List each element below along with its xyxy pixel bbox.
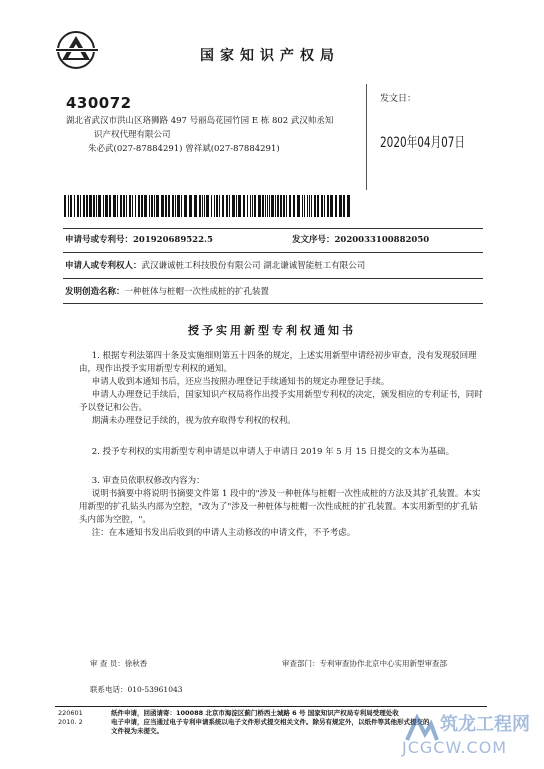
divider — [63, 303, 483, 304]
invention-row — [65, 285, 269, 297]
application-no: 201920689522.5 — [133, 235, 213, 245]
date-label: 发文日： — [380, 94, 417, 104]
section-1 — [79, 350, 489, 428]
barcode — [64, 195, 354, 217]
application-no-label: 申请号或专利号： — [65, 235, 134, 245]
recipient-address-line: 湖北省武汉市洪山区珞狮路 497 号丽岛花园竹园 E 栋 802 武汉帅丞知 — [66, 116, 334, 126]
section-2 — [79, 446, 489, 459]
form-code: 220601 — [58, 709, 83, 717]
applicant-row — [65, 259, 365, 271]
recipient-address-line: 识产权代理有限公司 — [94, 130, 171, 140]
recipient-contacts: 朱必武(027-87884291) 曾祥斌(027-87884291) — [88, 144, 280, 154]
section-3 — [79, 475, 489, 540]
contact-phone: 联系电话：010-53961043 — [90, 685, 183, 694]
paragraph: 用新型的扩孔钻头内部为空腔，"改为了"涉及一种桩体与桩帽一次性成桩的扩孔装置。本实用新型的扩孔钻 — [79, 502, 478, 512]
notice-title: 授予实用新型专利权通知书 — [188, 324, 356, 337]
issue-date: 2020年04月07日 — [380, 135, 465, 151]
applicant-label: 申请人或专利权人： — [65, 261, 142, 271]
paragraph: 头内部为空腔，"。 — [79, 515, 151, 525]
office-title: 国家知识产权局 — [200, 48, 340, 64]
electronic-submission-notice: 电子申请，应当通过电子专利申请系统以电子文件形式提交相关文件。除另有规定外，以纸件等其他形式提交的 — [111, 718, 430, 726]
paragraph: 由，现作出授予实用新型专利权的通知。 — [79, 364, 233, 374]
watermark-text: 筑龙工程网 — [440, 714, 530, 735]
note: 注：在本通知书发出后收到的申请人主动修改的申请文件，不予考虑。 — [91, 528, 356, 538]
paragraph: 2. 授予专利权的实用新型专利申请是以申请人于申请日 2019 年 5 月 15 日提交的文本为基础。 — [91, 447, 455, 457]
serial-no: 2020033100882050 — [334, 235, 430, 245]
invention-name: 一种桩体与桩帽一次性成桩的扩孔装置 — [124, 287, 270, 297]
paragraph: 3. 审查员依职权修改内容为： — [91, 476, 205, 486]
electronic-submission-notice: 文件视为未提交。 — [111, 727, 163, 735]
paper-submission-notice: 纸件申请，回函请寄：100088 北京市海淀区蓟门桥西土城路 6 号 国家知识产权局专利局受理处收 — [111, 709, 399, 717]
paragraph: 期满未办理登记手续的，视为放弃取得专利权的权利。 — [91, 416, 296, 426]
divider — [63, 252, 483, 253]
invention-label: 发明创造名称： — [65, 287, 125, 297]
serial-no-label: 发文序号： — [292, 235, 335, 245]
paragraph: 申请人收到本通知书后，还应当按照办理登记手续通知书的规定办理登记手续。 — [91, 377, 390, 387]
application-no-row — [65, 233, 213, 245]
divider — [63, 228, 483, 229]
paragraph: 予以登记和公告。 — [79, 403, 148, 413]
examination-department: 审查部门：专利审查协作北京中心实用新型审查部 — [282, 659, 447, 668]
applicants: 武汉谦诚桩工科技股份有限公司 湖北谦诚智能桩工有限公司 — [141, 261, 366, 271]
paragraph: 1. 根据专利法第四十条及实施细则第五十四条的规定，上述实用新型申请经初步审查，没有发现驳回理 — [91, 351, 477, 361]
divider — [63, 278, 483, 279]
serial-no-row — [292, 233, 429, 245]
examiner: 审 查 员：徐秋香 — [90, 659, 148, 668]
form-version: 2010. 2 — [58, 718, 83, 726]
cnipa-logo — [52, 28, 102, 72]
paragraph: 说明书摘要中将说明书摘要文件第 1 段中的"涉及一种桩体与桩帽一次性成桩的方法及其扩孔装置。本实 — [91, 489, 481, 499]
paragraph: 申请人办理登记手续后，国家知识产权局将作出授予实用新型专利权的决定，颁发相应的专利证书，同时 — [91, 390, 483, 400]
watermark-url: JCGCW.COM — [402, 738, 508, 757]
postal-code: 430072 — [66, 94, 132, 112]
